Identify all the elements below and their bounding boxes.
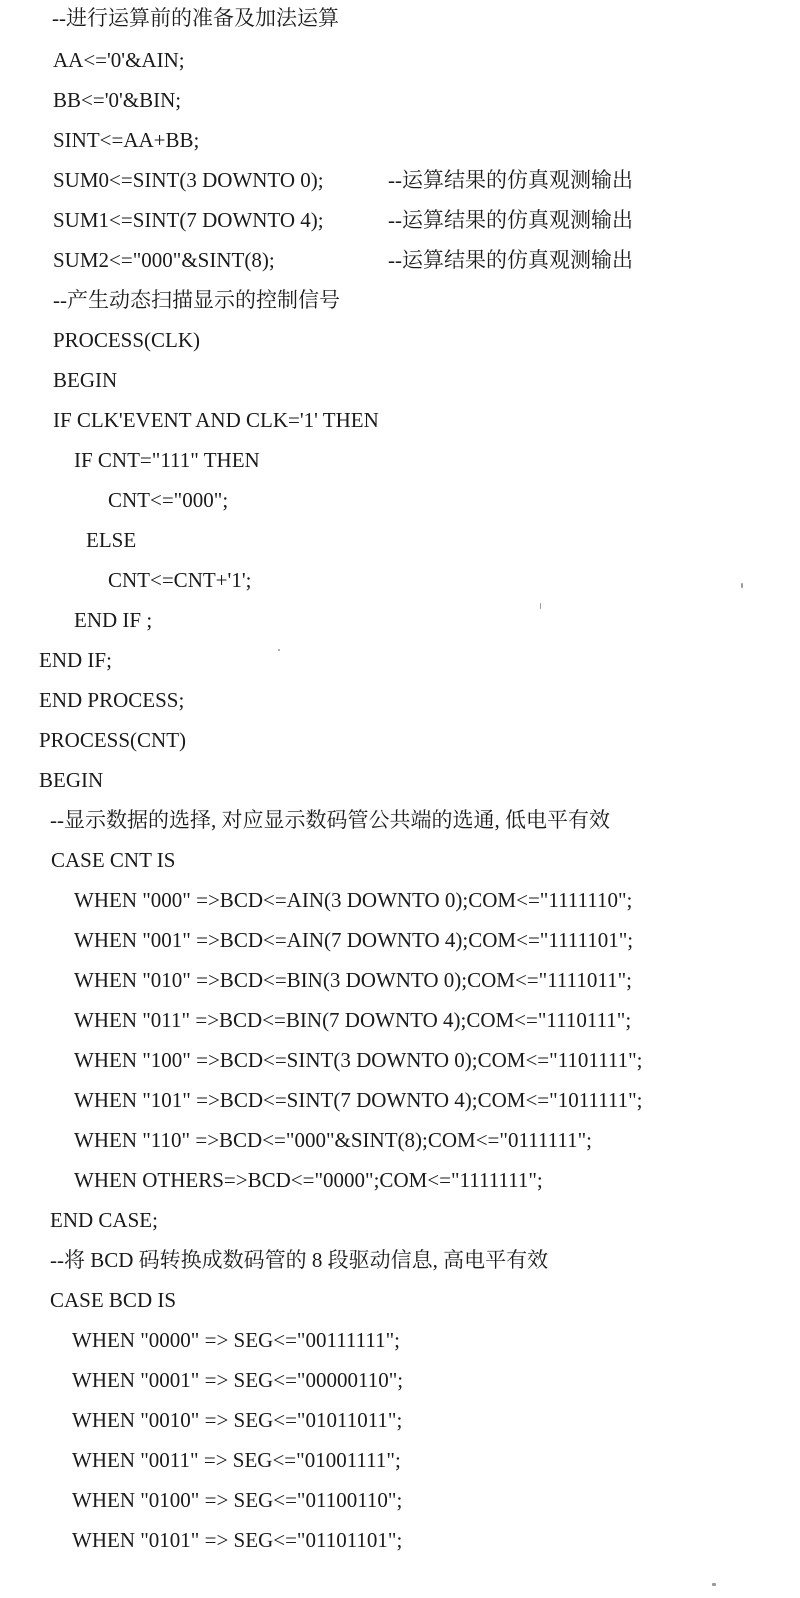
code-line: END IF ; xyxy=(74,608,153,632)
code-line: --显示数据的选择, 对应显示数码管公共端的选通, 低电平有效 xyxy=(50,808,610,832)
code-comment: --运算结果的仿真观测输出 xyxy=(388,168,633,192)
code-line: WHEN "001" =>BCD<=AIN(7 DOWNTO 4);COM<="1111101"; xyxy=(74,928,634,952)
code-line: WHEN "110" =>BCD<="000"&SINT(8);COM<="0111111"; xyxy=(74,1128,592,1152)
code-line: CNT<="000"; xyxy=(108,488,229,512)
code-line: SUM1<=SINT(7 DOWNTO 4); xyxy=(53,208,324,232)
code-comment: --运算结果的仿真观测输出 xyxy=(388,208,633,232)
scan-speck xyxy=(741,583,743,588)
code-line: WHEN "0101" => SEG<="01101101"; xyxy=(72,1528,403,1552)
code-line: WHEN "0011" => SEG<="01001111"; xyxy=(72,1448,401,1472)
code-line: CASE BCD IS xyxy=(50,1288,177,1312)
code-line: BEGIN xyxy=(53,368,118,392)
code-comment: --运算结果的仿真观测输出 xyxy=(388,248,633,272)
code-line: WHEN "101" =>BCD<=SINT(7 DOWNTO 4);COM<="1011111"; xyxy=(74,1088,643,1112)
code-line: --进行运算前的准备及加法运算 xyxy=(52,6,339,30)
code-line: BB<='0'&BIN; xyxy=(53,88,182,112)
code-line: WHEN "0000" => SEG<="00111111"; xyxy=(72,1328,401,1352)
code-line: CNT<=CNT+'1'; xyxy=(108,568,252,592)
code-line: WHEN "0001" => SEG<="00000110"; xyxy=(72,1368,404,1392)
code-line: WHEN "0010" => SEG<="01011011"; xyxy=(72,1408,403,1432)
code-line: WHEN "000" =>BCD<=AIN(3 DOWNTO 0);COM<="1111110"; xyxy=(74,888,633,912)
code-line: --产生动态扫描显示的控制信号 xyxy=(53,288,340,312)
code-line: SUM2<="000"&SINT(8); xyxy=(53,248,275,272)
code-line: SINT<=AA+BB; xyxy=(53,128,200,152)
code-line: WHEN "100" =>BCD<=SINT(3 DOWNTO 0);COM<="1101111"; xyxy=(74,1048,643,1072)
code-line: END CASE; xyxy=(50,1208,158,1232)
code-line: IF CNT="111" THEN xyxy=(74,448,260,472)
code-line: --将 BCD 码转换成数码管的 8 段驱动信息, 高电平有效 xyxy=(50,1248,549,1272)
code-line: AA<='0'&AIN; xyxy=(53,48,185,72)
code-line: IF CLK'EVENT AND CLK='1' THEN xyxy=(53,408,379,432)
scan-speck xyxy=(712,1583,716,1586)
code-line: BEGIN xyxy=(39,768,104,792)
code-line: END PROCESS; xyxy=(39,688,185,712)
code-line: WHEN "0100" => SEG<="01100110"; xyxy=(72,1488,403,1512)
code-line: PROCESS(CLK) xyxy=(53,328,201,352)
scan-speck xyxy=(278,649,280,651)
code-line: PROCESS(CNT) xyxy=(39,728,187,752)
code-line: WHEN "010" =>BCD<=BIN(3 DOWNTO 0);COM<="1111011"; xyxy=(74,968,632,992)
scan-speck xyxy=(540,603,541,609)
code-line: CASE CNT IS xyxy=(51,848,176,872)
code-line: ELSE xyxy=(86,528,137,552)
code-line: WHEN "011" =>BCD<=BIN(7 DOWNTO 4);COM<="1110111"; xyxy=(74,1008,632,1032)
code-line: WHEN OTHERS=>BCD<="0000";COM<="1111111"; xyxy=(74,1168,543,1192)
code-line: END IF; xyxy=(39,648,112,672)
code-line: SUM0<=SINT(3 DOWNTO 0); xyxy=(53,168,324,192)
